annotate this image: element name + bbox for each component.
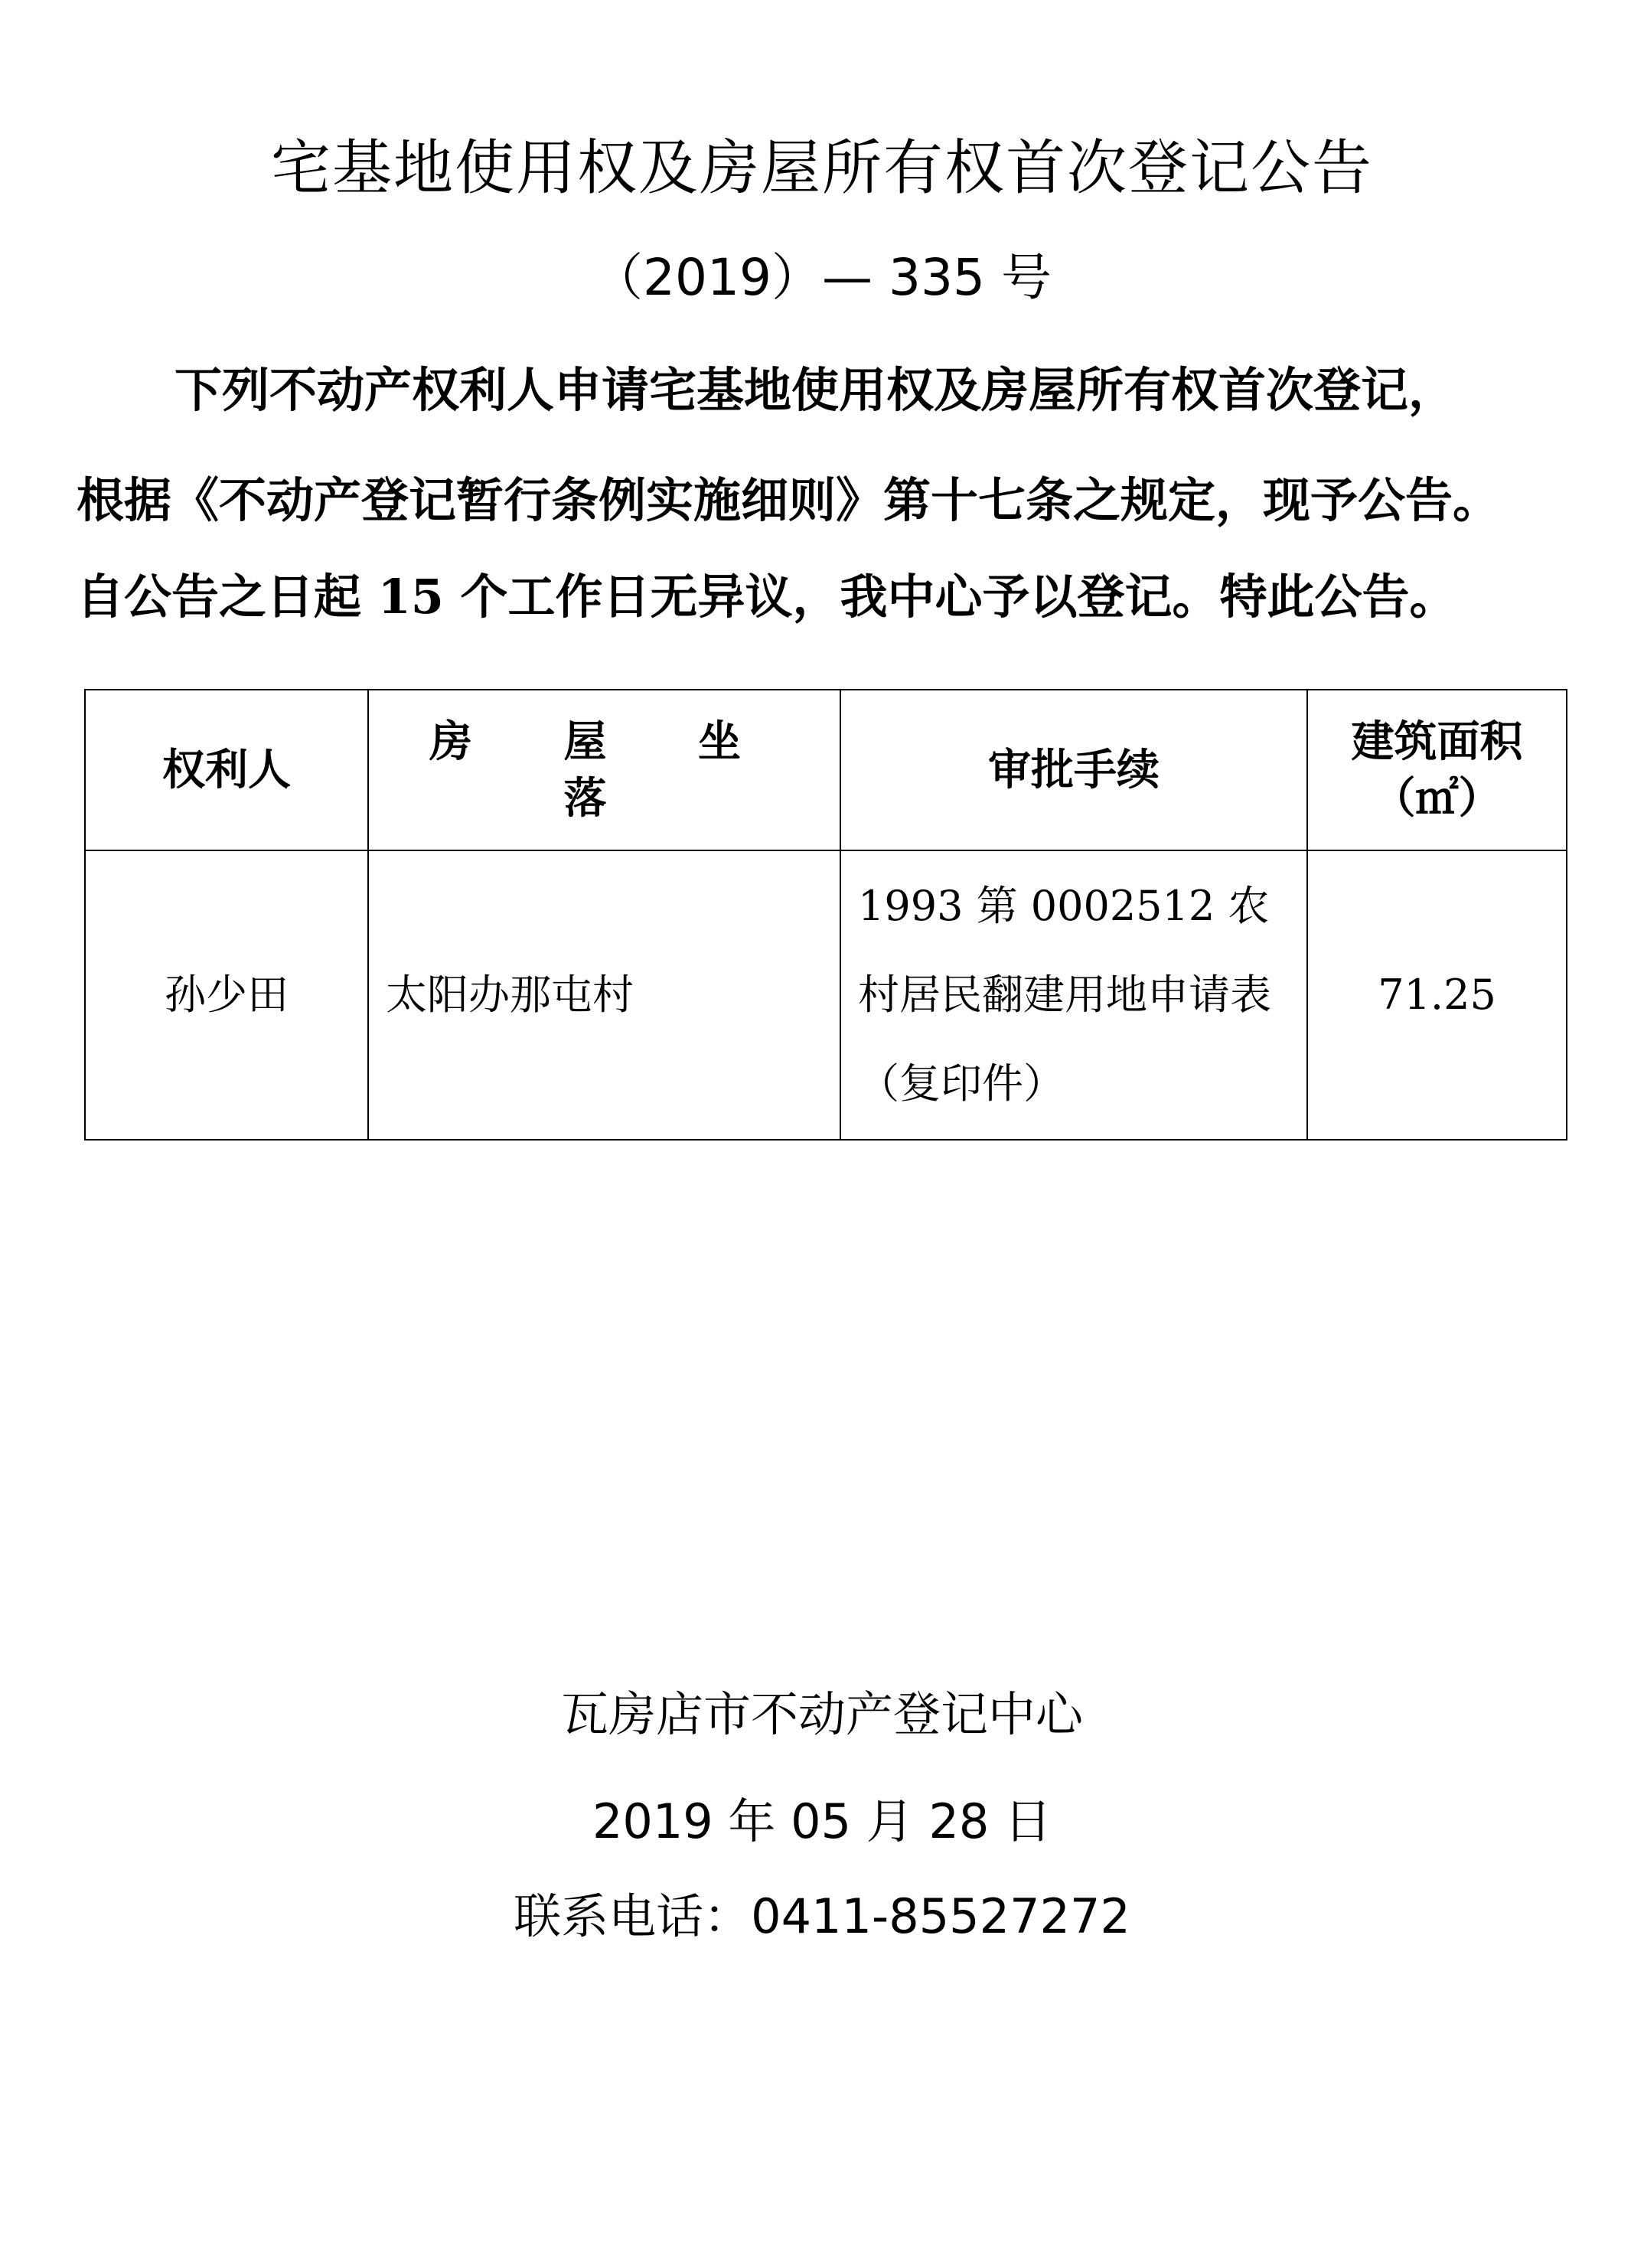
registration-table	[84, 689, 1567, 1141]
notice-title: 宅基地使用权及房屋所有权首次登记公告	[270, 134, 1373, 203]
footer-phone: 联系电话：0411-85527272	[514, 1888, 1130, 1944]
header-location: 房 屋 坐 落	[368, 690, 840, 850]
header-approval: 审批手续	[840, 690, 1307, 850]
notice-body-line-1: 下列不动产权利人申请宅基地使用权及房屋所有权首次登记，	[175, 362, 1456, 418]
notice-body-line-3: 自公告之日起 15 个工作日无异议，我中心予以登记。特此公告。	[77, 569, 1457, 625]
header-holder: 权利人	[85, 690, 368, 850]
cell-area: 71.25	[1307, 850, 1567, 1140]
header-area-label: 建筑面积	[1351, 716, 1523, 767]
notice-number: （2019）— 335 号	[592, 248, 1052, 307]
table-row	[85, 850, 1567, 1140]
cell-holder: 孙少田	[85, 850, 368, 1140]
cell-approval: 1993 第 0002512 农村居民翻建用地申请表（复印件）	[840, 850, 1307, 1140]
footer-organization: 瓦房店市不动产登记中心	[560, 1686, 1083, 1742]
notice-body-line-2: 根据《不动产登记暂行条例实施细则》第十七条之规定，现予公告。	[77, 472, 1501, 528]
header-area	[1307, 690, 1567, 850]
footer-date: 2019 年 05 月 28 日	[592, 1793, 1052, 1849]
header-area-unit: （㎡）	[1372, 773, 1502, 824]
table-header-row	[85, 690, 1567, 850]
cell-location: 太阳办那屯村	[368, 850, 840, 1140]
